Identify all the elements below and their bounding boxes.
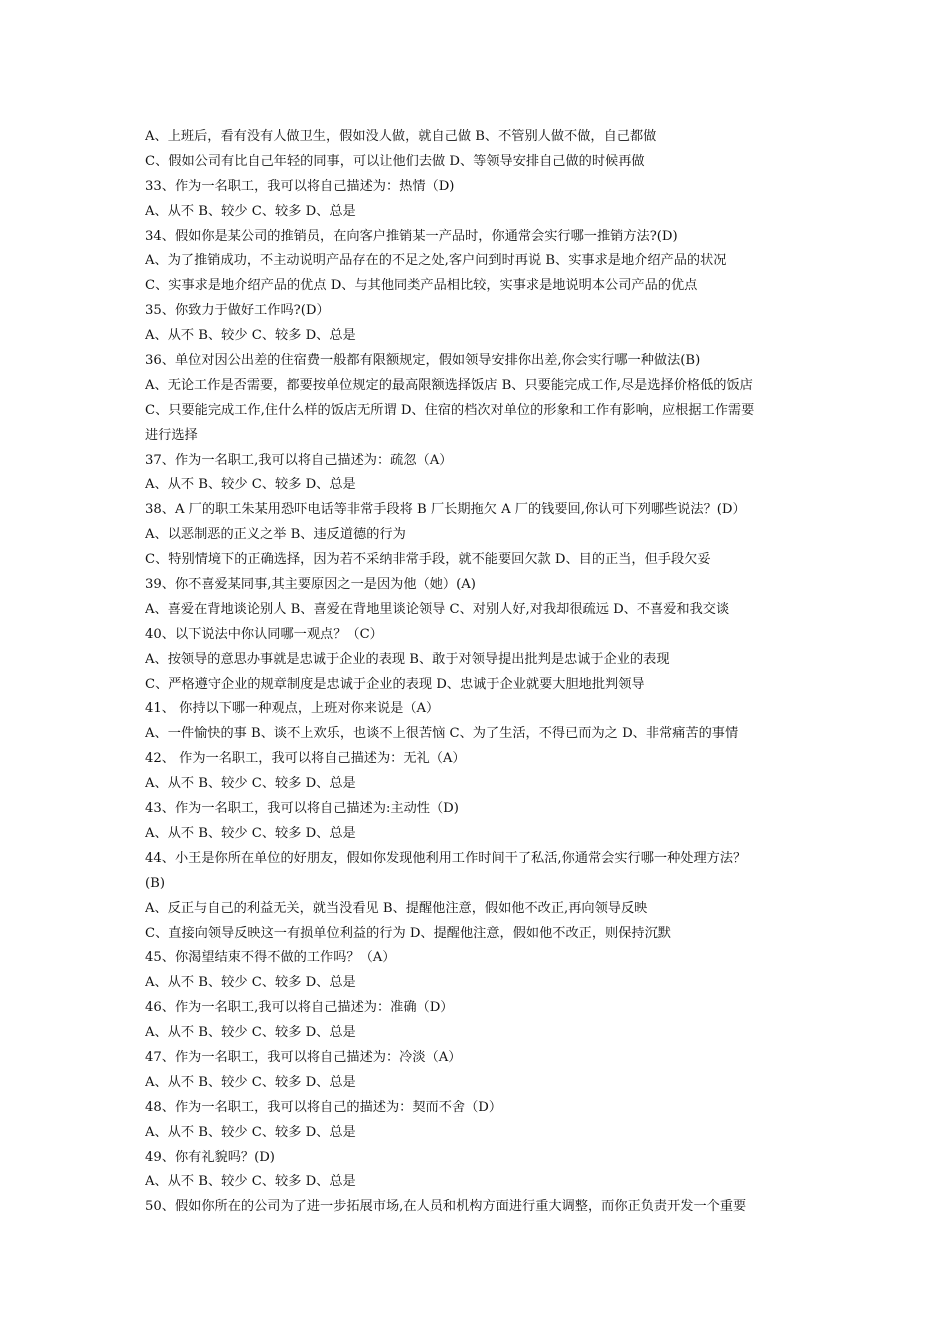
text-line: A、上班后，看有没有人做卫生，假如没人做，就自己做 B、不管别人做不做，自己都做: [145, 129, 657, 144]
text-line: 35、你致力于做好工作吗?(D）: [145, 303, 330, 319]
text-line: (B): [145, 875, 165, 891]
text-line: C、严格遵守企业的规章制度是忠诚于企业的表现 D、忠诚于企业就要大胆地批判领导: [145, 676, 645, 692]
text-line: 进行选择: [145, 427, 198, 443]
text-line: 39、你不喜爱某同事,其主要原因之一是因为他（她）(A): [145, 577, 476, 593]
text-line: A、反正与自己的利益无关，就当没看见 B、提醒他注意，假如他不改正,再向领导反映: [145, 900, 648, 916]
text-line: A、以恶制恶的正义之举 B、违反道德的行为: [145, 527, 406, 543]
text-line: 41、 你持以下哪一种观点，上班对你来说是（A）: [145, 701, 440, 717]
text-line: 42、 作为一名职工，我可以将自己描述为：无礼（A）: [145, 751, 466, 767]
text-line: A、从不 B、较少 C、较多 D、总是: [145, 776, 356, 792]
text-line: 44、小王是你所在单位的好朋友，假如你发现他利用工作时间干了私活,你通常会实行哪一种处理方法？: [145, 850, 747, 866]
text-line: 50、假如你所在的公司为了进一步拓展市场,在人员和机构方面进行重大调整，而你正负责开发一个重要: [145, 1199, 747, 1215]
text-line: 47、作为一名职工，我可以将自己描述为：冷淡（A）: [145, 1049, 462, 1065]
text-line: 49、你有礼貌吗？(D): [145, 1149, 275, 1165]
document-body: [145, 125, 825, 1220]
text-line: 37、作为一名职工,我可以将自己描述为：疏忽（A）: [145, 452, 453, 468]
text-line: C、实事求是地介绍产品的优点 D、与其他同类产品相比较，实事求是地说明本公司产品的优点: [145, 278, 698, 294]
text-line: C、直接向领导反映这一有损单位利益的行为 D、提醒他注意，假如他不改正，则保持沉默: [145, 925, 671, 941]
text-line: A、从不 B、较少 C、较多 D、总是: [145, 1174, 356, 1190]
text-line: 43、作为一名职工，我可以将自己描述为:主动性（D): [145, 801, 459, 817]
text-line: C、特别情境下的正确选择，因为若不采纳非常手段，就不能要回欠款 D、目的正当，但手段欠妥: [145, 552, 711, 568]
text-line: 36、单位对因公出差的住宿费一般都有限额规定，假如领导安排你出差,你会实行哪一种做法(B): [145, 353, 701, 369]
text-line: A、从不 B、较少 C、较多 D、总是: [145, 477, 356, 493]
text-line: A、从不 B、较少 C、较多 D、总是: [145, 1074, 356, 1090]
text-line: 40、以下说法中你认同哪一观点？（C）: [145, 626, 383, 642]
text-line: 33、作为一名职工，我可以将自己描述为：热情（D): [145, 178, 455, 194]
text-line: A、从不 B、较少 C、较多 D、总是: [145, 328, 356, 344]
text-line: A、无论工作是否需要，都要按单位规定的最高限额选择饭店 B、只要能完成工作,尽是选择价格低的饭店: [145, 377, 753, 393]
text-line: A、按领导的意思办事就是忠诚于企业的表现 B、敢于对领导提出批判是忠诚于企业的表现: [145, 651, 670, 667]
text-line: A、从不 B、较少 C、较多 D、总是: [145, 1124, 356, 1140]
text-line: 34、假如你是某公司的推销员，在向客户推销某一产品时，你通常会实行哪一推销方法?(D): [145, 228, 678, 244]
text-line: A、从不 B、较少 C、较多 D、总是: [145, 825, 356, 841]
text-line: 48、作为一名职工，我可以将自己的描述为：契而不舍（D）: [145, 1099, 503, 1115]
text-line: 38、A 厂的职工朱某用恐吓电话等非常手段将 B 厂长期拖欠 A 厂的钱要回,你认可下列哪些说法？(D）: [145, 502, 746, 518]
text-line: C、只要能完成工作,住什么样的饭店无所谓 D、住宿的档次对单位的形象和工作有影响，应根据工作需要: [145, 402, 755, 418]
text-line: 45、你渴望结束不得不做的工作吗？（A）: [145, 950, 396, 966]
text-line: A、从不 B、较少 C、较多 D、总是: [145, 975, 356, 991]
text-line: A、为了推销成功，不主动说明产品存在的不足之处,客户问到时再说 B、实事求是地介绍产品的状况: [145, 253, 727, 269]
text-line: A、从不 B、较少 C、较多 D、总是: [145, 203, 356, 219]
text-line: 46、作为一名职工,我可以将自己描述为：准确（D）: [145, 1000, 454, 1016]
text-line: A、一件愉快的事 B、谈不上欢乐，也谈不上很苦恼 C、为了生活，不得已而为之 D、非常痛苦的事情: [145, 726, 739, 742]
text-line: A、喜爱在背地谈论别人 B、喜爱在背地里谈论领导 C、对别人好,对我却很疏远 D、不喜爱和我交谈: [145, 601, 730, 617]
text-line: A、从不 B、较少 C、较多 D、总是: [145, 1025, 356, 1041]
text-line: C、假如公司有比自己年轻的同事，可以让他们去做 D、等领导安排自己做的时候再做: [145, 153, 645, 169]
